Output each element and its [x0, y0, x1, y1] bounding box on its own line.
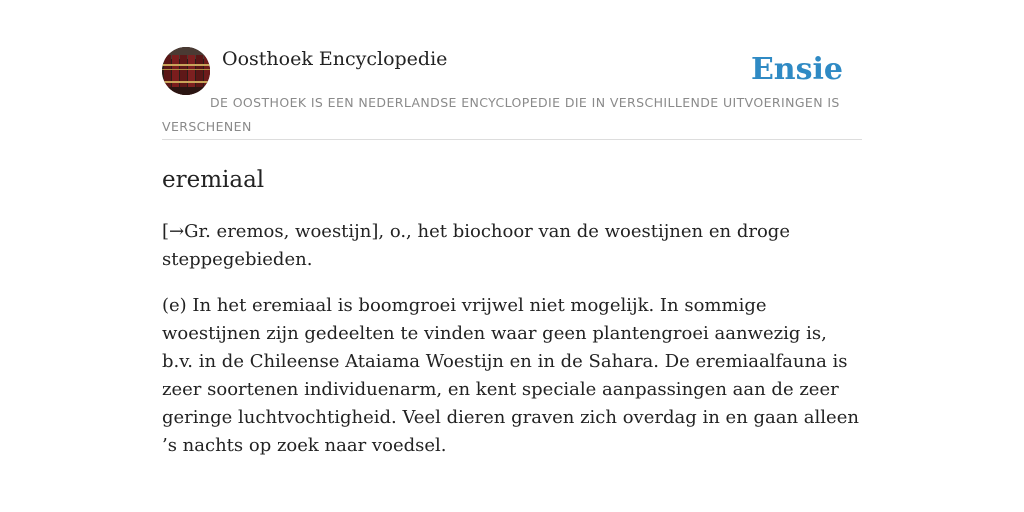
source-avatar[interactable] [162, 47, 210, 95]
source-description: DE OOSTHOEK IS EEN NEDERLANDSE ENCYCLOPEDIE DIE IN VERSCHILLENDE UITVOERINGEN IS VERSCHENEN [162, 95, 840, 134]
entry-content [162, 164, 862, 460]
source-header [162, 46, 862, 140]
entry-paragraph: (e) In het eremiaal is boomgroei vrijwel niet mogelijk. In sommige woestijnen zijn gedeelten te vinden waar geen plantengroei aanwezig is, b.v. in de Chileense Ataiama Woestijn en in de Sahara. De eremiaalfauna is zeer soortenen individuenarm, en kent speciale aanpassingen aan de zeer geringe luchtvochtigheid. Veel dieren graven zich overdag in en gaan alleen ’s nachts op zoek naar voedsel. [162, 295, 859, 456]
encyclopedia-books-icon [162, 47, 210, 95]
page-container [162, 46, 862, 460]
entry-title: eremiaal [162, 167, 265, 193]
source-title[interactable]: Oosthoek Encyclopedie [222, 48, 448, 70]
entry-paragraph: [→Gr. eremos, woestijn], o., het biochoor van de woestijnen en droge steppegebieden. [162, 221, 790, 270]
ensie-logo-link[interactable]: Ensie [750, 52, 843, 87]
